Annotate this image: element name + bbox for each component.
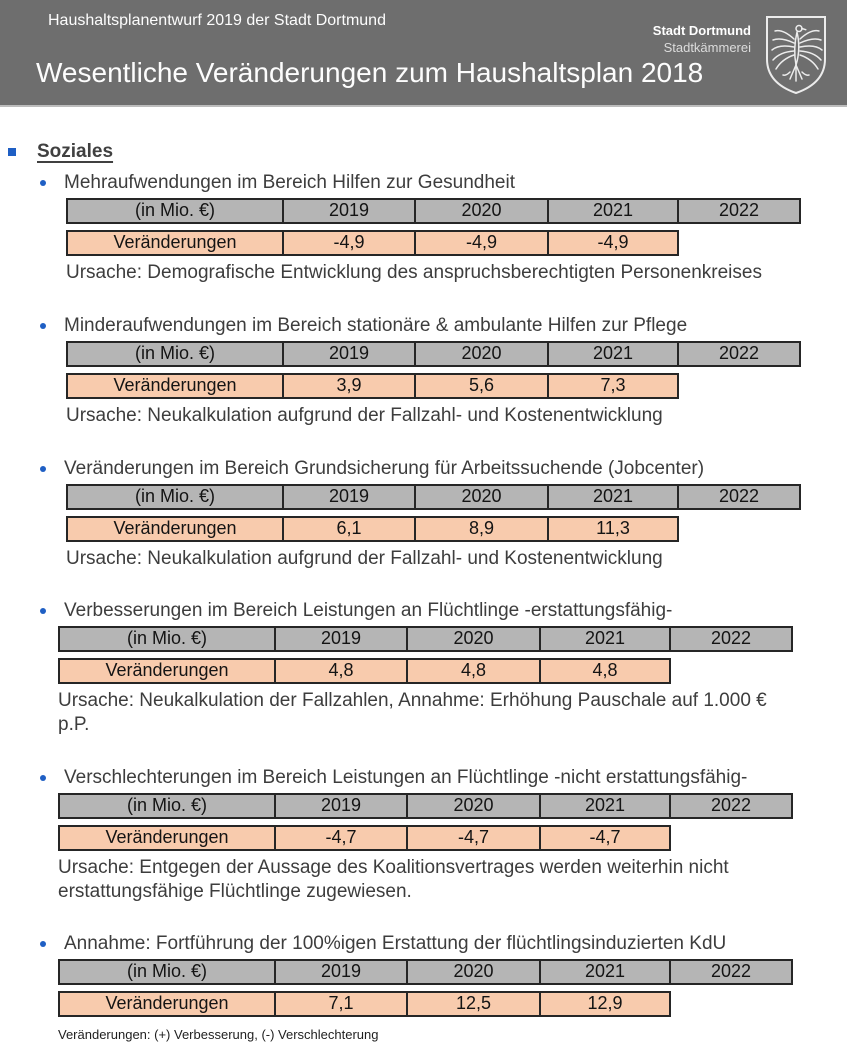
topic-heading-row bbox=[8, 141, 847, 163]
value-cell: -4,7 bbox=[539, 827, 669, 849]
value-cell: -4,7 bbox=[274, 827, 406, 849]
changes-table bbox=[66, 341, 847, 399]
value-cell: 7,3 bbox=[547, 375, 677, 397]
square-bullet-icon bbox=[8, 148, 16, 156]
table-unit-cell: (in Mio. €) bbox=[134, 485, 215, 506]
table-year-cell: 2021 bbox=[547, 200, 677, 222]
value-cell: -4,9 bbox=[282, 232, 414, 254]
section-title: Minderaufwendungen im Bereich stationäre & ambulante Hilfen zur Pflege bbox=[64, 314, 688, 336]
section-title-row bbox=[0, 933, 847, 955]
round-bullet-icon bbox=[40, 323, 46, 329]
value-cell: 4,8 bbox=[274, 660, 406, 682]
value-cell: 12,9 bbox=[539, 993, 669, 1015]
section-title: Verbesserungen im Bereich Leistungen an Flüchtlinge -erstattungsfähig- bbox=[64, 600, 673, 622]
changes-table bbox=[66, 484, 847, 542]
budget-change-section bbox=[0, 458, 847, 571]
budget-change-section bbox=[0, 600, 847, 737]
table-unit-cell: (in Mio. €) bbox=[126, 961, 207, 982]
sections bbox=[0, 172, 847, 1017]
row-label-cell: Veränderungen bbox=[105, 826, 229, 847]
round-bullet-icon bbox=[40, 941, 46, 947]
table-year-cell: 2020 bbox=[406, 795, 539, 817]
slide-header bbox=[0, 0, 847, 107]
table-year-cell: 2019 bbox=[282, 343, 414, 365]
table-year-cell: 2020 bbox=[406, 628, 539, 650]
table-year-cell: 2021 bbox=[539, 795, 669, 817]
dortmund-eagle-crest-icon bbox=[763, 13, 829, 97]
value-cell: 12,5 bbox=[406, 993, 539, 1015]
section-title-row bbox=[0, 315, 847, 337]
table-year-cell: 2020 bbox=[414, 200, 547, 222]
cause-text: Ursache: Neukalkulation aufgrund der Fallzahl- und Kostenentwicklung bbox=[66, 404, 663, 426]
section-title: Veränderungen im Bereich Grundsicherung für Arbeitssuchende (Jobcenter) bbox=[64, 457, 705, 479]
value-cell: -4,9 bbox=[414, 232, 547, 254]
legend-footnote: Veränderungen: (+) Verbesserung, (-) Verschlechterung bbox=[58, 1027, 379, 1042]
table-unit-cell: (in Mio. €) bbox=[126, 794, 207, 815]
table-year-cell: 2020 bbox=[414, 343, 547, 365]
row-label-cell: Veränderungen bbox=[113, 517, 237, 538]
table-value-row bbox=[58, 825, 671, 851]
table-unit-cell: (in Mio. €) bbox=[134, 200, 215, 220]
value-cell: 6,1 bbox=[282, 518, 414, 540]
table-value-row bbox=[58, 991, 671, 1017]
document-subtitle: Haushaltsplanentwurf 2019 der Stadt Dortmund bbox=[48, 12, 386, 29]
section-title-row bbox=[0, 458, 847, 480]
cause-text: Ursache: Demografische Entwicklung des anspruchsberechtigten Personenkreises bbox=[66, 262, 762, 283]
budget-change-section bbox=[0, 767, 847, 904]
section-title-row bbox=[0, 600, 847, 622]
changes-table bbox=[66, 198, 847, 256]
value-cell: 4,8 bbox=[539, 660, 669, 682]
table-year-cell: 2020 bbox=[414, 486, 547, 508]
row-label-cell: Veränderungen bbox=[113, 374, 237, 395]
table-value-row bbox=[66, 373, 679, 399]
slide-body bbox=[0, 107, 847, 1042]
table-year-cell: 2022 bbox=[669, 795, 791, 817]
table-year-cell: 2021 bbox=[547, 486, 677, 508]
topic-heading: Soziales bbox=[37, 141, 114, 162]
budget-change-section bbox=[0, 315, 847, 428]
table-year-cell: 2021 bbox=[539, 628, 669, 650]
value-cell: -4,9 bbox=[547, 232, 677, 254]
table-year-cell: 2021 bbox=[547, 343, 677, 365]
changes-table bbox=[58, 793, 847, 851]
budget-change-section bbox=[0, 172, 847, 285]
cause-text: Ursache: Entgegen der Aussage des Koalitionsvertrages werden weiterhin nicht erstattungsfähige Flüchtlinge zugewiesen. bbox=[58, 856, 729, 902]
table-year-cell: 2019 bbox=[282, 486, 414, 508]
table-header-row bbox=[66, 484, 801, 510]
value-cell: 8,9 bbox=[414, 518, 547, 540]
table-year-cell: 2022 bbox=[677, 486, 799, 508]
round-bullet-icon bbox=[40, 180, 46, 186]
value-cell: 11,3 bbox=[547, 518, 677, 540]
value-cell: 4,8 bbox=[406, 660, 539, 682]
table-header-row bbox=[66, 341, 801, 367]
round-bullet-icon bbox=[40, 775, 46, 781]
table-year-cell: 2021 bbox=[539, 961, 669, 983]
table-header-row bbox=[58, 959, 793, 985]
table-unit-cell: (in Mio. €) bbox=[134, 342, 215, 363]
table-value-row bbox=[66, 230, 679, 256]
table-year-cell: 2022 bbox=[669, 961, 791, 983]
changes-table bbox=[58, 626, 847, 684]
table-header-row bbox=[58, 793, 793, 819]
table-year-cell: 2019 bbox=[274, 628, 406, 650]
organization-name: Stadt Dortmund bbox=[652, 23, 751, 38]
table-year-cell: 2022 bbox=[677, 343, 799, 365]
table-year-cell: 2019 bbox=[282, 200, 414, 222]
page-title: Wesentliche Veränderungen zum Haushaltsplan 2018 bbox=[36, 57, 704, 88]
row-label-cell: Veränderungen bbox=[105, 660, 229, 681]
table-year-cell: 2019 bbox=[274, 795, 406, 817]
organization-block bbox=[653, 23, 751, 57]
section-title-row bbox=[0, 767, 847, 789]
value-cell: 3,9 bbox=[282, 375, 414, 397]
budget-change-section bbox=[0, 933, 847, 1017]
table-unit-cell: (in Mio. €) bbox=[126, 628, 207, 649]
section-title-row bbox=[0, 172, 847, 194]
table-year-cell: 2022 bbox=[669, 628, 791, 650]
table-year-cell: 2019 bbox=[274, 961, 406, 983]
table-header-row bbox=[58, 626, 793, 652]
section-title: Verschlechterungen im Bereich Leistungen an Flüchtlinge -nicht erstattungsfähig- bbox=[64, 766, 748, 788]
value-cell: 5,6 bbox=[414, 375, 547, 397]
cause-text: Ursache: Neukalkulation aufgrund der Fallzahl- und Kostenentwicklung bbox=[66, 547, 663, 569]
table-header-row bbox=[66, 198, 801, 224]
round-bullet-icon bbox=[40, 466, 46, 472]
value-cell: -4,7 bbox=[406, 827, 539, 849]
table-year-cell: 2020 bbox=[406, 961, 539, 983]
table-value-row bbox=[66, 516, 679, 542]
organization-department: Stadtkämmerei bbox=[663, 39, 751, 55]
cause-text: Ursache: Neukalkulation der Fallzahlen, Annahme: Erhöhung Pauschale auf 1.000 € p.P. bbox=[58, 690, 767, 735]
row-label-cell: Veränderungen bbox=[113, 232, 237, 252]
row-label-cell: Veränderungen bbox=[105, 993, 229, 1014]
changes-table bbox=[58, 959, 847, 1017]
round-bullet-icon bbox=[40, 608, 46, 614]
section-title: Annahme: Fortführung der 100%igen Erstattung der flüchtlingsinduzierten KdU bbox=[64, 933, 727, 955]
table-value-row bbox=[58, 658, 671, 684]
section-title: Mehraufwendungen im Bereich Hilfen zur Gesundheit bbox=[64, 172, 515, 193]
value-cell: 7,1 bbox=[274, 993, 406, 1015]
table-year-cell: 2022 bbox=[677, 200, 799, 222]
